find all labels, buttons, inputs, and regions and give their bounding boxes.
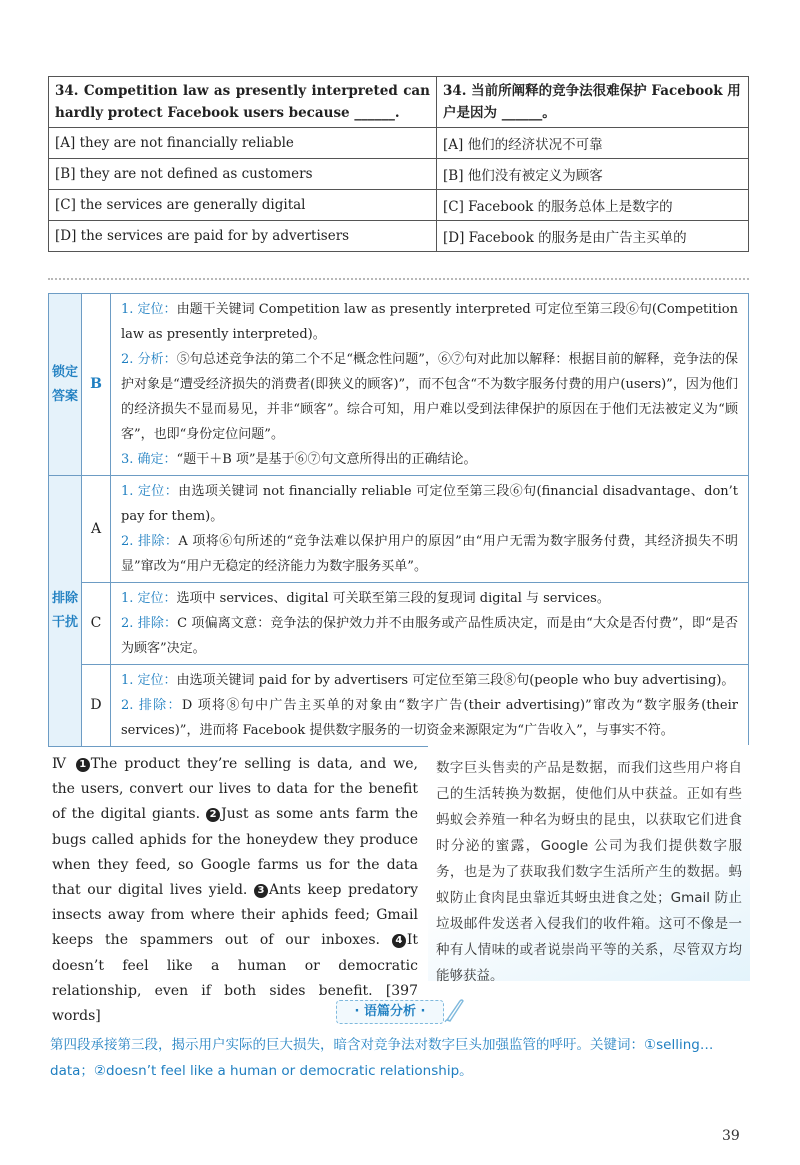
distractor-row-d (49, 665, 749, 747)
analyze-line: 2. 分析：⑤句总述竞争法的第二个不足“概念性问题”，⑥⑦句对此加以解释：根据目前的解释，竞争法的保护对象是“遭受经济损失的消费者(即狭义的顾客)”，而不包含“不为数字服务付费的用户(users)”，因为他们的经济损失不显而易见，并非“顾客”。综合可知，用户难以受到法律保护的原因在于他们无法被定义为“顾客”，也即“身份定位问题”。 (121, 352, 738, 442)
question-table (48, 76, 749, 252)
option-en: [C] the services are generally digital (49, 190, 437, 221)
option-row-c (49, 190, 749, 221)
lock-answer-label: 锁定答案 (49, 294, 82, 476)
distractor-explanation (111, 476, 749, 583)
locate-line: 1. 定位：选项中 services、digital 可关联至第三段的复现词 digital 与 services。 (121, 591, 610, 606)
exclude-line: 2. 排除：D 项将⑧句中广告主买单的对象由“数字广告(their advertising)”窜改为“数字服务(their services)”，进而将 Facebook 提供数字服务的一切资金来源限定为“广告收入”，与事实不符。 (121, 698, 738, 738)
dotted-divider (48, 278, 749, 280)
sentence-text: It doesn’t feel like a human or democratic relationship, even if both sides benefit. (52, 932, 418, 999)
option-en: [B] they are not defined as customers (49, 159, 437, 190)
locate-line: 1. 定位：由选项关键词 not financially reliable 可定位至第三段⑥句(financial disadvantage、don’t pay for them)。 (121, 484, 738, 524)
analysis-table (48, 293, 749, 747)
distractor-letter: C (82, 583, 111, 665)
question-stem-row (49, 77, 749, 128)
distractor-letter: A (82, 476, 111, 583)
answer-row (49, 294, 749, 476)
answer-explanation (111, 294, 749, 476)
exclude-line: 2. 排除：A 项将⑥句所述的“竞争法难以保护用户的原因”由“用户无需为数字服务付费，其经济损失不明显”窜改为“用户无稳定的经济能力为数字服务买单”。 (121, 534, 738, 574)
distractor-explanation (111, 583, 749, 665)
sentence-number-icon: 4 (392, 934, 406, 948)
sentence-text: The product they’re selling is data, and we, the users, convert our lives to data for the benefit of the digital giants. (52, 756, 418, 823)
option-en: [D] the services are paid for by advertisers (49, 221, 437, 252)
option-row-d (49, 221, 749, 252)
option-en: [A] they are not financially reliable (49, 128, 437, 159)
exclude-distractors-label: 排除干扰 (49, 476, 82, 747)
passage-translation: 数字巨头售卖的产品是数据，而我们这些用户将自己的生活转换为数据，使他们从中获益。正如有些蚂蚁会养殖一种名为蚜虫的昆虫，以获取它们进食时分泌的蜜露，Google 公司为我们提供数字服务，也是为了获取我们数字生活所产生的数据。蚂蚁防止食肉昆虫靠近其蚜虫进食之处；Gmail 防止垃圾邮件发送者入侵我们的收件箱。这可不像是一种有人情味的或者说崇尚平等的关系，尽管双方均能够获益。 (436, 760, 742, 984)
distractor-row-a (49, 476, 749, 583)
locate-line: 1. 定位：由题干关键词 Competition law as presently interpreted 可定位至第三段⑥句(Competition law as presently interpreted)。 (121, 302, 738, 342)
discourse-analysis-text: 第四段承接第三段，揭示用户实际的巨大损失，暗含对竞争法对数字巨头加强监管的呼吁。关键词：①selling…data；②doesn’t feel like a human or democratic relationship。 (50, 1037, 714, 1079)
discourse-analysis-title: · 语篇分析 · (336, 1000, 444, 1024)
option-cn: [D] Facebook 的服务是由广告主买单的 (437, 221, 749, 252)
option-cn: [A] 他们的经济状况不可靠 (437, 128, 749, 159)
distractor-row-c (49, 583, 749, 665)
sentence-number-icon: 2 (206, 808, 220, 822)
option-row-b (49, 159, 749, 190)
option-cn: [C] Facebook 的服务总体上是数字的 (437, 190, 749, 221)
answer-letter: B (82, 294, 111, 476)
exclude-line: 2. 排除：C 项偏离文意：竞争法的保护效力并不由服务或产品性质决定，而是由“大众是否付费”，即“是否为顾客”决定。 (121, 616, 738, 656)
question-stem-en: 34. Competition law as presently interpreted can hardly protect Facebook users because ______. (49, 77, 437, 128)
paragraph-roman-numeral: Ⅳ (52, 756, 69, 772)
sentence-text: Ants keep predatory insects away from where their aphids feed; Gmail keeps the spammers out of our inboxes. (52, 882, 418, 949)
distractor-explanation (111, 665, 749, 747)
option-row-a (49, 128, 749, 159)
distractor-letter: D (82, 665, 111, 747)
word-count: [397 words] (52, 982, 418, 1025)
page-number: 39 (722, 1128, 740, 1144)
question-stem-cn: 34. 当前所阐释的竞争法很难保护 Facebook 用户是因为 ______。 (437, 77, 749, 128)
sentence-number-icon: 1 (76, 758, 90, 772)
locate-line: 1. 定位：由选项关键词 paid for by advertisers 可定位至第三段⑧句(people who buy advertising)。 (121, 673, 735, 688)
pen-icon (442, 996, 466, 1024)
sentence-text: Just as some ants farm the bugs called aphids for the honeydew they produce when they feed, so Google farms us for the data that our digital lives yield. (52, 806, 418, 899)
sentence-number-icon: 3 (254, 884, 268, 898)
confirm-line: 3. 确定：“题干＋B 项”是基于⑥⑦句文意所得出的正确结论。 (121, 452, 477, 467)
option-cn: [B] 他们没有被定义为顾客 (437, 159, 749, 190)
passage-paragraph-english (52, 752, 418, 1029)
